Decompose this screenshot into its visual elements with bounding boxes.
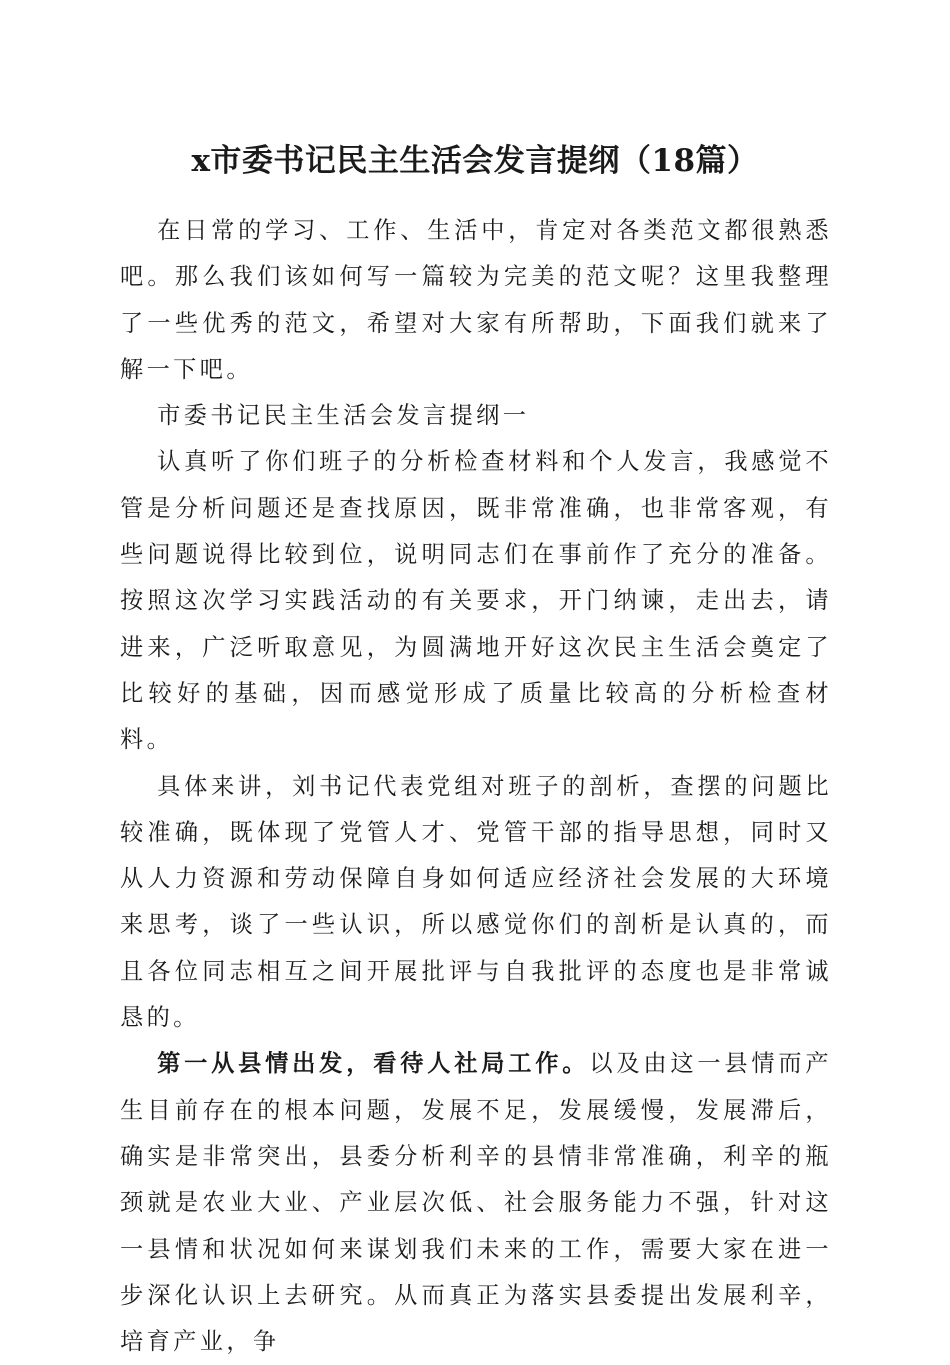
paragraph-3	[120, 1041, 832, 1365]
paragraph-3-lead: 第一从县情出发，看待人社局工作。	[157, 1050, 590, 1078]
document-body	[120, 208, 832, 1365]
paragraph-2: 具体来讲，刘书记代表党组对班子的剖析，查摆的问题比较准确，既体现了党管人才、党管干部的指导思想，同时又从人力资源和劳动保障自身如何适应经济社会发展的大环境来思考，谈了一些认识，所以感觉你们的剖析是认真的，而且各位同志相互之间开展批评与自我批评的态度也是非常诚恳的。	[120, 772, 832, 1032]
section-heading: 市委书记民主生活会发言提纲一	[157, 402, 530, 430]
intro-paragraph: 在日常的学习、工作、生活中，肯定对各类范文都很熟悉吧。那么我们该如何写一篇较为完美的范文呢？这里我整理了一些优秀的范文，希望对大家有所帮助，下面我们就来了解一下吧。	[120, 217, 832, 383]
document-title: x市委书记民主生活会发言提纲（18篇）	[191, 143, 759, 179]
paragraph-3-rest: 以及由这一县情而产生目前存在的根本问题，发展不足，发展缓慢，发展滞后，确实是非常突出，县委分析利辛的县情非常准确，利辛的瓶颈就是农业大业、产业层次低、社会服务能力不强，针对这一县情和状况如何来谋划我们未来的工作，需要大家在进一步深化认识上去研究。从而真正为落实县委提出发展利辛，培育产业，争	[120, 1050, 832, 1356]
paragraph-1: 认真听了你们班子的分析检查材料和个人发言，我感觉不管是分析问题还是查找原因，既非常准确，也非常客观，有些问题说得比较到位，说明同志们在事前作了充分的准备。按照这次学习实践活动的有关要求，开门纳谏，走出去，请进来，广泛听取意见，为圆满地开好这次民主生活会奠定了比较好的基础，因而感觉形成了质量比较高的分析检查材料。	[120, 448, 832, 754]
